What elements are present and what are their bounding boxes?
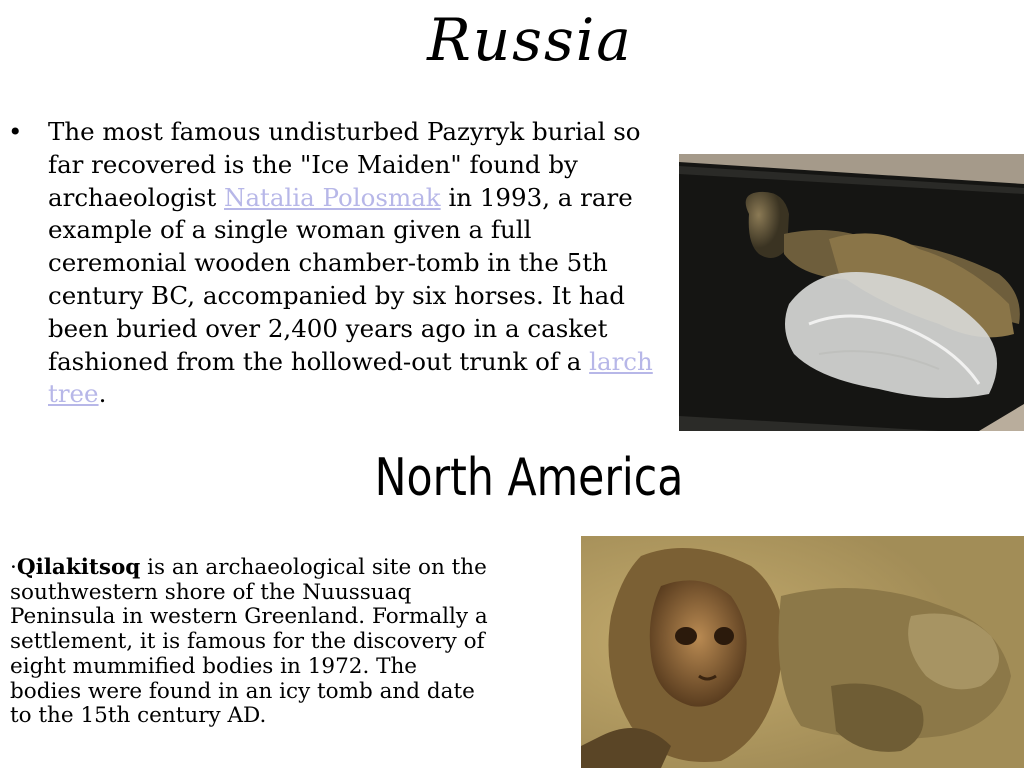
bullet-dot-icon: · xyxy=(10,555,17,580)
north-america-title: North America xyxy=(374,448,684,508)
ice-maiden-photo xyxy=(679,154,1024,431)
qilakitsoq-description: is an archaeological site on the southwestern shore of the Nuussuaq Peninsula in western Greenland. Formally a settlement, it is famous for the discovery of eight mummified bodies in 1972. The bodies were found in an icy tomb and date to the 15th century AD. xyxy=(10,555,488,729)
larch-tree-link[interactable]: larch tree xyxy=(48,346,653,409)
qilakitsoq-term: Qilakitsoq xyxy=(16,555,141,580)
russia-paragraph xyxy=(48,116,658,411)
qilakitsoq-paragraph xyxy=(10,556,570,729)
russia-title: Russia xyxy=(427,6,633,74)
natalia-polosmak-link[interactable]: Natalia Polosmak xyxy=(224,182,441,212)
russia-text-part-2: in 1993, a rare example of a single woman given a full ceremonial wooden chamber-tomb in the 5th century BC, accompanied by six horses. It had been buried over 2,400 years ago in a casket fashioned from the hollowed-out trunk of a xyxy=(48,182,633,376)
bullet-icon: • xyxy=(8,117,23,146)
russia-text-part-3: . xyxy=(98,379,107,409)
russia-text-part-1: The most famous undisturbed Pazyryk burial so far recovered is the "Ice Maiden" found by archaeologist xyxy=(48,117,641,212)
qilakitsoq-mummy-photo xyxy=(581,536,1024,768)
